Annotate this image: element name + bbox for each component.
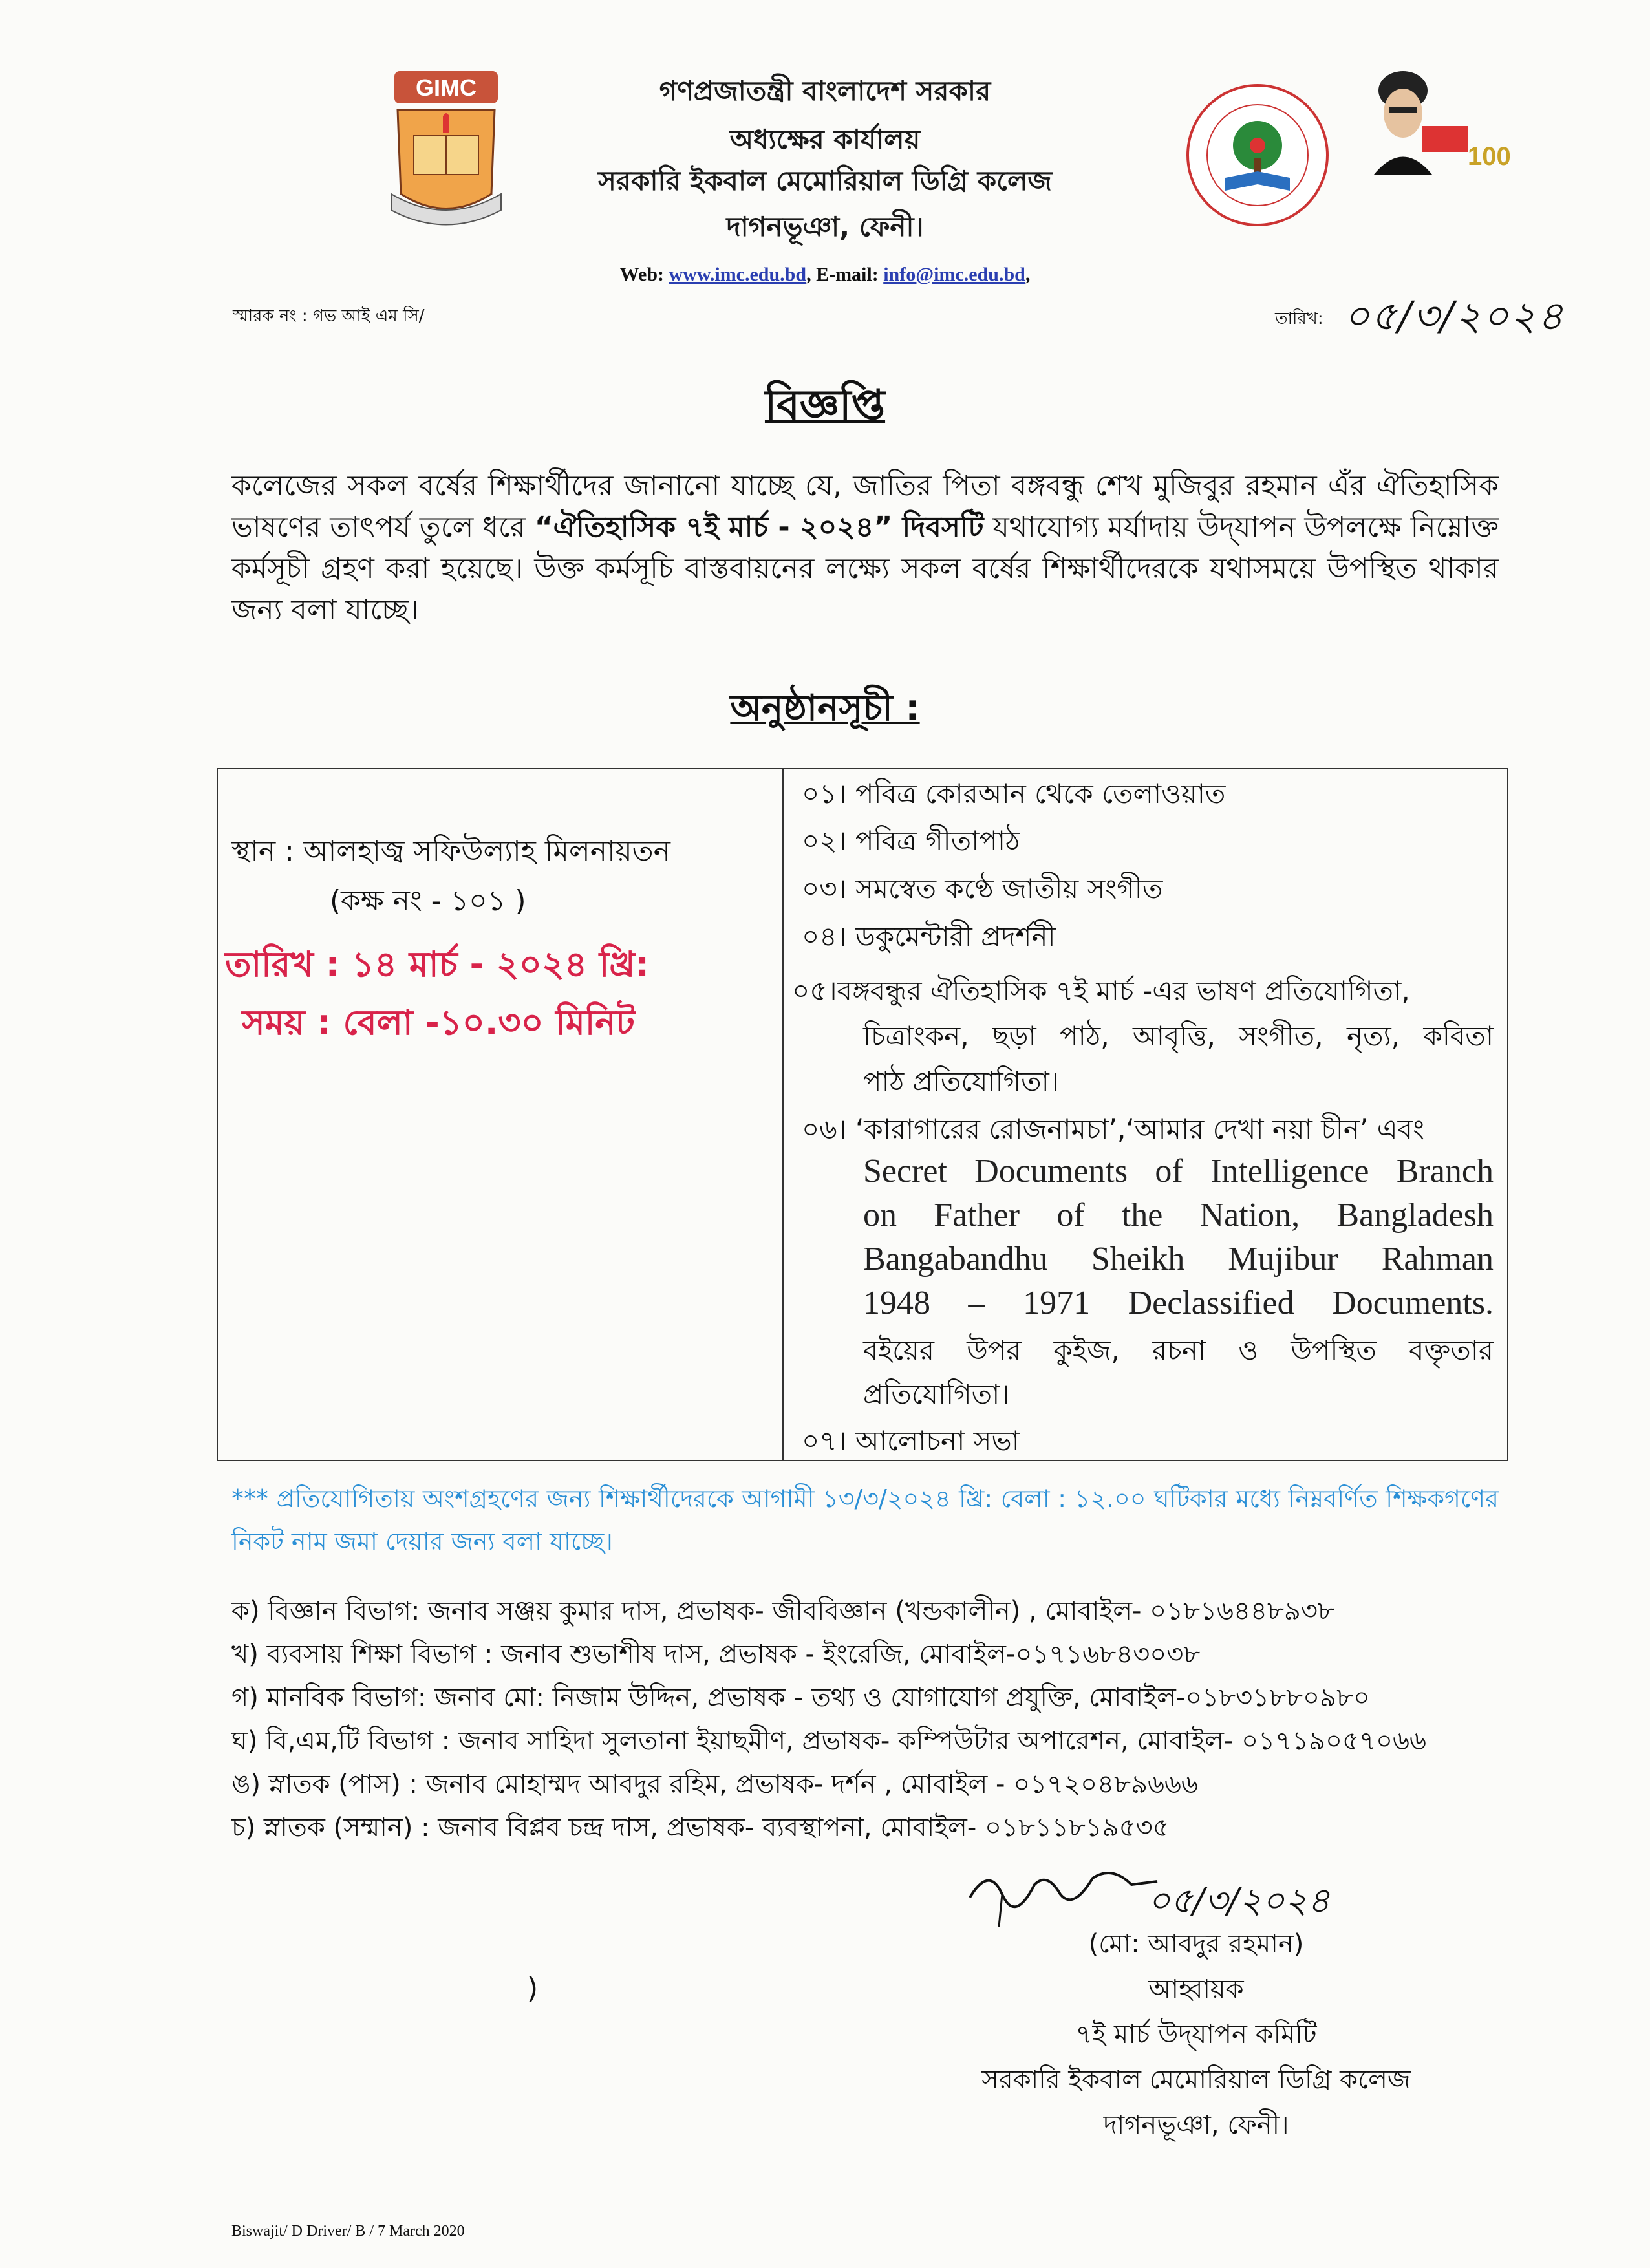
logo-text: GIMC	[416, 74, 477, 101]
contact-line	[0, 264, 1650, 286]
govt-header: গণপ্রজাতন্ত্রী বাংলাদেশ সরকার	[659, 75, 991, 107]
handwritten-date: ০৫/৩/২০২৪	[1344, 292, 1565, 339]
paragraph-part1: কলেজের সকল বর্ষের শিক্ষার্থীদের জানানো যাচ্ছে যে, জাতির পিতা বঙ্গবন্ধু শেখ মুজিবুর রহমান এঁর ঐতিহাসিক ভাষণের তাৎপর্য তুলে ধরে	[231, 469, 1499, 544]
stray-mark: )	[527, 1972, 539, 2005]
contact-business: খ) ব্যবসায় শিক্ষা বিভাগ : জনাব শুভাশীষ দাস, প্রভাষক - ইংরেজি, মোবাইল-০১৭১৬৮৪৩০৩৮	[231, 1640, 1201, 1669]
program-item-5-cont: চিত্রাংকন, ছড়া পাঠ, আবৃত্তি, সংগীত, নৃত্য, কবিতা	[863, 1020, 1494, 1052]
contact-science: ক) বিজ্ঞান বিভাগ: জনাব সঞ্জয় কুমার দাস, প্রভাষক- জীববিজ্ঞান (খন্ডকালীন) , মোবাইল- ০১৮১৬৪৪৮৯৩৮	[231, 1596, 1334, 1626]
notice-title-text: বিজ্ঞপ্তি	[764, 381, 886, 429]
program-item-6-end: প্রতিযোগিতা।	[863, 1378, 1010, 1410]
date-label: তারিখ:	[1275, 309, 1323, 328]
venue-line: স্থান : আলহাজ্ব সফিউল্যাহ মিলনায়তন	[231, 835, 670, 868]
signatory-role: আহ্বায়ক	[1148, 1974, 1244, 2004]
paragraph-bold: “ঐতিহাসিক ৭ই মার্চ - ২০২৪” দিবসটি	[534, 511, 984, 544]
program-title	[0, 680, 1650, 741]
contact-degree-pass: ঙ) স্নাতক (পাস) : জনাব মোহাম্মদ আবদুর রহিম, প্রভাষক- দর্শন , মোবাইল - ০১৭২০৪৮৯৬৬৬	[231, 1770, 1199, 1799]
table-divider	[782, 768, 784, 1461]
email-suffix: ,	[1025, 264, 1031, 285]
footer-note: Biswajit/ D Driver/ B / 7 March 2020	[231, 2223, 465, 2240]
program-item-6-book-line1: Secret Documents of Intelligence Branch	[863, 1153, 1494, 1190]
program-item-4: ০৪। ডকুমেন্টারী প্রদর্শনী	[802, 921, 1056, 952]
program-item-6: ০৬। ‘কারাগারের রোজনামচা’,‘আমার দেখা নয়া চীন’ এবং	[802, 1113, 1425, 1145]
registration-note: *** প্রতিযোগিতায় অংশগ্রহণের জন্য শিক্ষার্থীদেরকে আগামী ১৩/৩/২০২৪ খ্রি: বেলা : ১২.০০ ঘটিকার মধ্যে নিম্নবর্ণিত শিক্ষকগণের নিকট নাম জমা দেয়ার জন্য বলা যাচ্ছে।	[231, 1484, 1499, 1556]
contact-bmt: ঘ) বি,এম,টি বিভাগ : জনাব সাহিদা সুলতানা ইয়াছমীণ, প্রভাষক- কম্পিউটার অপারেশন, মোবাইল- ০১৭১৯০৫৭০৬৬	[231, 1726, 1427, 1756]
program-item-6-book-line4: 1948 – 1971 Declassified Documents.	[863, 1285, 1494, 1321]
event-date: তারিখ : ১৪ মার্চ - ২০২৪ খ্রি:	[225, 944, 650, 985]
program-item-2: ০২। পবিত্র গীতাপাঠ	[802, 825, 1020, 857]
college-location: দাগনভূঞা, ফেনী।	[726, 211, 924, 242]
program-item-6-cont: বইয়ের উপর কুইজ, রচনা ও উপস্থিত বক্তৃতার	[863, 1334, 1494, 1366]
program-title-text: অনুষ্ঠানসূচী :	[730, 687, 920, 729]
contact-humanities: গ) মানবিক বিভাগ: জনাব মো: নিজাম উদ্দিন, প্রভাষক - তথ্য ও যোগাযোগ প্রযুক্তি, মোবাইল-০১৮৩১৮৮০৯৮০	[231, 1683, 1370, 1713]
email-link[interactable]: info@imc.edu.bd	[883, 264, 1025, 285]
email-label: , E-mail:	[806, 264, 884, 285]
room-number: (কক্ষ নং - ১০১ )	[330, 884, 526, 917]
memo-reference: স্মারক নং : গভ আই এম সি/	[233, 306, 425, 326]
contact-honours: চ) স্নাতক (সম্মান) : জনাব বিপ্লব চন্দ্র দাস, প্রভাষক- ব্যবস্থাপনা, মোবাইল- ০১৮১১৮১৯৫৩৫	[231, 1813, 1170, 1843]
committee-name: ৭ই মার্চ উদ্‌যাপন কমিটি	[1075, 2020, 1317, 2049]
notice-title	[0, 374, 1650, 443]
office-header: অধ্যক্ষের কার্যালয়	[729, 123, 921, 155]
paragraph-part2: যথাযোগ্য মর্যাদায় উদ্‌যাপন উপলক্ষে নিম্নোক্ত কর্মসূচী গ্রহণ করা হয়েছে। উক্ত কর্মসূচি বাস্তবায়নের লক্ষ্যে সকল বর্ষের শিক্ষার্থীদেরকে যথাসময়ে উপস্থিত থাকার জন্য বলা যাচ্ছে।	[231, 511, 1499, 626]
signatory-college: সরকারি ইকবাল মেমোরিয়াল ডিগ্রি কলেজ	[981, 2065, 1411, 2095]
program-item-6-book-line2: on Father of the Nation, Bangladesh	[863, 1197, 1494, 1234]
signature-date: ০৫/৩/২০২৪	[1148, 1880, 1331, 1921]
web-label: Web:	[619, 264, 669, 285]
website-link[interactable]: www.imc.edu.bd	[669, 264, 807, 285]
notice-paragraph	[231, 465, 1499, 631]
signatory-name: (মো: আবদুর রহমান)	[1088, 1929, 1304, 1959]
program-item-6-book-line3: Bangabandhu Sheikh Mujibur Rahman	[863, 1241, 1494, 1278]
svg-text:100: 100	[1468, 142, 1511, 171]
college-name: সরকারি ইকবাল মেমোরিয়াল ডিগ্রি কলেজ	[598, 165, 1052, 197]
program-item-5: ০৫।বঙ্গবন্ধুর ঐতিহাসিক ৭ই মার্চ -এর ভাষণ প্রতিযোগিতা,	[792, 975, 1410, 1007]
program-item-1: ০১। পবিত্র কোরআন থেকে তেলাওয়াত	[802, 778, 1226, 809]
program-item-7: ০৭। আলোচনা সভা	[802, 1425, 1020, 1457]
program-item-5-end: পাঠ প্রতিযোগিতা।	[863, 1065, 1059, 1097]
signatory-place: দাগনভূঞা, ফেনী।	[1103, 2110, 1289, 2140]
event-time: সময় : বেলা -১০.৩০ মিনিট	[242, 1002, 635, 1043]
program-item-3: ০৩। সমস্বেত কণ্ঠে জাতীয় সংগীত	[802, 873, 1163, 904]
